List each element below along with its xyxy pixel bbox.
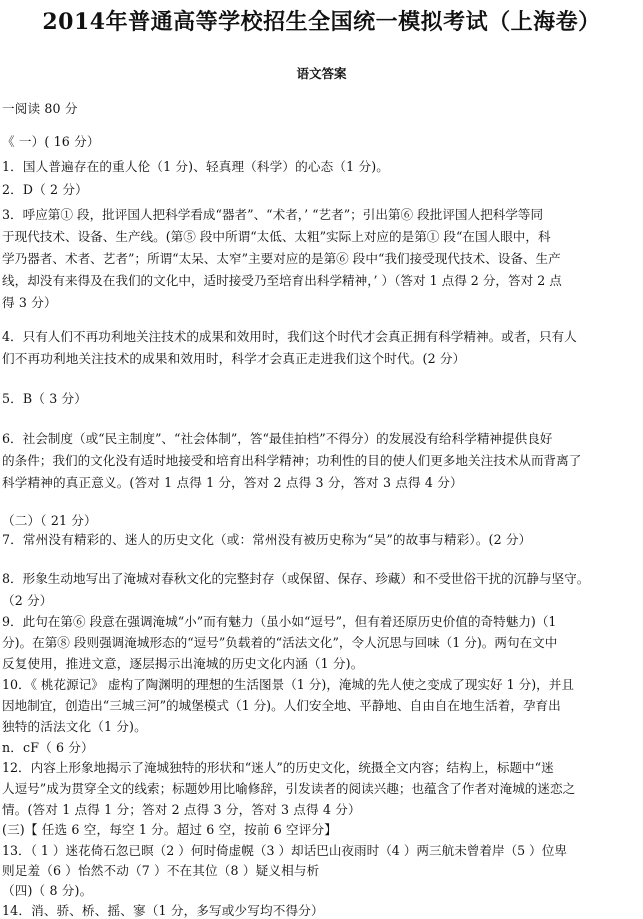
answer-line: 于现代技术、设备、生产线。(第⑤ 段中所谓“太低、太粗”实际上对应的是第① 段“在国人眼中，科 (2, 229, 551, 244)
answer-line: 1．国人普遍存在的重人伦（1 分)、轻真理（科学）的心态（1 分)。 (2, 159, 390, 174)
section-heading: 《 一）( 16 分） (2, 134, 100, 149)
section-heading: 一阅读 80 分 (2, 101, 78, 116)
answer-line: 反复使用，推进文意，逐层揭示出淹城的历史文化内涵（1 分)。 (2, 656, 364, 671)
answer-line: 因地制宜，创造出“三城三河”的城堡模式（1 分)。人们安全地、平静地、自由自在地生活着，孕育出 (2, 698, 561, 713)
answer-line: 5．B（ 3 分） (2, 391, 88, 406)
answer-line: 独特的活法文化（1 分)。 (2, 719, 147, 734)
section-heading: (三)【 任选 6 空，每空 1 分。超过 6 空，按前 6 空评分】 (2, 822, 338, 837)
answer-line: 情。(答对 1 点得 1 分；答对 2 点得 3 分，答对 3 点得 4 分） (2, 802, 361, 817)
section-heading: （四)（ 8 分)。 (2, 883, 93, 898)
answer-line: 们不再功利地关注技术的成果和效用时，科学才会真正走进我们这个时代。(2 分） (2, 351, 466, 366)
answer-line: 的条件；我们的文化没有适时地接受和培育出科学精神；功利性的目的使人们更多地关注技术从而背离了 (2, 453, 582, 468)
page-title: 2014年普通高等学校招生全国统一模拟考试（上海卷） (42, 9, 601, 35)
answer-line: 9．此句在第⑥ 段意在强调淹城“小”而有魅力（虽小如“逗号”，但有着还原历史价值的奇特魅力)（1 (2, 614, 557, 629)
section-heading: （二）（ 21 分） (2, 513, 97, 528)
answer-line: 14．消、骄、桥、摇、寥（1 分，多写或少写均不得分） (2, 903, 324, 918)
page-subtitle: 语文答案 (296, 66, 347, 81)
answer-line: 分)。在第⑧ 段则强调淹城形态的“逗号”负载着的“活法文化”，令人沉思与回味（1 分)。两句在文中 (2, 635, 558, 650)
answer-line: 学乃器者、术者、艺者”；所谓“太呆、太窄”主要对应的是第⑥ 段中“我们接受现代技术、设备、生产 (2, 251, 561, 266)
answer-line: 科学精神的真正意义。(答对 1 点得 1 分，答对 2 点得 3 分，答对 3 点得 4 分） (2, 475, 463, 490)
answer-line: n．cF（ 6 分） (2, 740, 94, 755)
answer-line: 4．只有人们不再功利地关注技术的成果和效用时，我们这个时代才会真正拥有科学精神。或者，只有人 (2, 329, 577, 344)
answer-line: 得 3 分） (2, 295, 57, 310)
answer-line: 13．（ 1 ）迷花倚石忽已暝（2 ）何时倚虚幌（3 ）却话巴山夜雨时（4 ）两三航未曾着岸（5 ）位卑 (2, 843, 567, 858)
answer-line: 人逗号”成为贯穿全文的线索；标题妙用比喻修辞，引发读者的阅读兴趣；也蕴含了作者对淹城的迷恋之 (2, 781, 576, 796)
answer-line: 3．呼应第① 段，批评国人把科学看成“器者”、“术者，’ “艺者”；引出第⑥ 段批评国人把科学等同 (2, 207, 544, 222)
answer-line: 2．D（ 2 分） (2, 182, 88, 197)
answer-line: 10．《 桃花源记》 虚构了陶渊明的理想的生活图景（1 分)，淹城的先人使之变成了现实好 1 分)，并且 (2, 677, 574, 692)
answer-line: 6．社会制度（或“民主制度”、“社会体制”，答“最佳拍档”不得分）的发展没有给科学精神提供良好 (2, 431, 553, 446)
answer-line: 则足羞（6 ）怡然不动（7 ）不在其位（8 ）疑义相与析 (2, 863, 320, 878)
answer-line: 8．形象生动地写出了淹城对春秋文化的完整封存（或保留、保存、珍藏）和不受世俗干扰的沉静与坚守。 (2, 571, 590, 586)
answer-line: 7．常州没有精彩的、迷人的历史文化（或：常州没有被历史称为“吴”的故事与精彩）。(2 分） (2, 532, 532, 547)
answer-line: （2 分） (2, 593, 53, 608)
answer-line: 12．内容上形象地揭示了淹城独特的形状和“迷人”的历史文化，统摄全文内容；结构上，标题中“迷 (2, 760, 554, 775)
answer-line: 线，却没有来得及在我们的文化中，适时接受乃至培育出科学精神，’ ）（答对 1 点得 2 分，答对 2 点 (2, 273, 562, 288)
